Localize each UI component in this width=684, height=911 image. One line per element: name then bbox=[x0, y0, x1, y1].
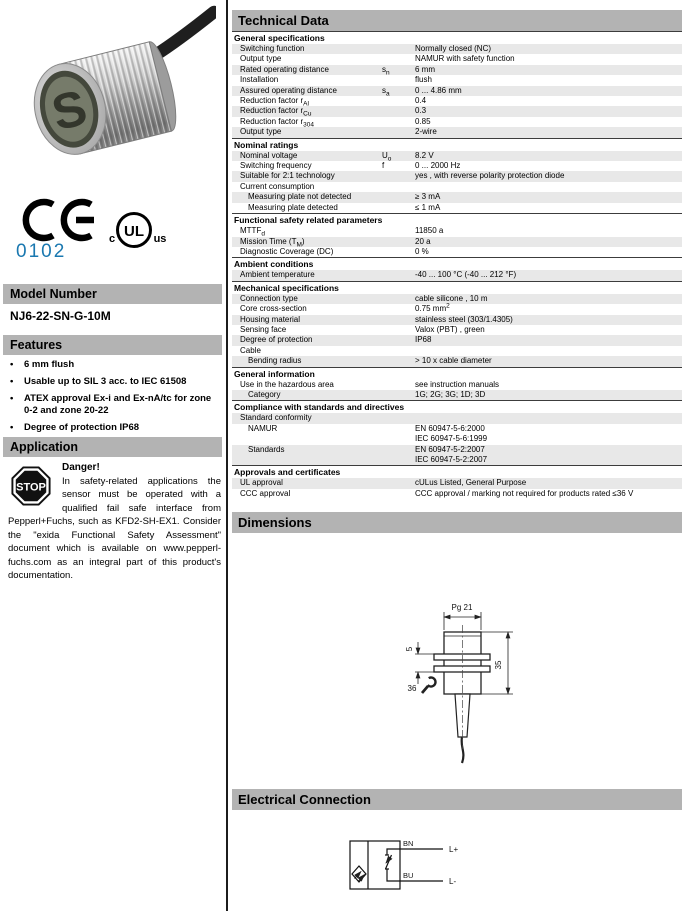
spec-label: Housing material bbox=[240, 314, 301, 324]
spec-label: CCC approval bbox=[240, 488, 291, 498]
spec-value: 20 a bbox=[415, 236, 431, 246]
spec-label: Rated operating distance bbox=[240, 64, 329, 74]
wire-label-bu: BU bbox=[403, 871, 414, 880]
spec-label: Nominal voltage bbox=[240, 150, 298, 160]
spec-label: Connection type bbox=[240, 293, 298, 303]
spec-row bbox=[232, 226, 682, 236]
spec-symbol bbox=[382, 44, 415, 54]
spec-value: cable silicone , 10 m bbox=[415, 293, 488, 303]
spec-row bbox=[232, 270, 682, 280]
spec-section-header: Approvals and certificates bbox=[232, 465, 682, 478]
spec-label: Installation bbox=[240, 75, 279, 85]
spec-row bbox=[232, 390, 682, 400]
spec-label: NAMUR bbox=[248, 423, 278, 433]
spec-row bbox=[232, 171, 682, 181]
features-list bbox=[10, 359, 220, 439]
spec-value: IP68 bbox=[415, 335, 432, 345]
spec-label: Bending radius bbox=[248, 356, 302, 366]
spec-symbol bbox=[382, 315, 415, 325]
feature-text: Degree of protection IP68 bbox=[24, 422, 140, 433]
spec-label: Output type bbox=[240, 127, 282, 137]
flange-dimension-label: 5 bbox=[405, 646, 414, 652]
spec-symbol bbox=[382, 270, 415, 280]
feature-item bbox=[10, 422, 220, 434]
feature-item bbox=[10, 393, 220, 417]
spec-symbol bbox=[382, 237, 415, 247]
spec-symbol bbox=[382, 380, 415, 390]
features-header: Features bbox=[3, 335, 222, 355]
thread-size-label: Pg 21 bbox=[451, 603, 473, 612]
spec-value: 0 ... 2000 Hz bbox=[415, 161, 461, 171]
namur-sensor-symbol bbox=[352, 866, 366, 882]
spec-label: Reduction factor $r_{Al}$ bbox=[240, 96, 309, 108]
spec-symbol bbox=[382, 182, 415, 192]
technical-data-table bbox=[232, 31, 682, 499]
spec-symbol bbox=[382, 75, 415, 85]
spec-symbol bbox=[382, 304, 415, 314]
sensor-product-photo bbox=[6, 4, 216, 196]
bullet-icon: • bbox=[10, 393, 14, 404]
spec-label: Degree of protection bbox=[240, 335, 313, 345]
spec-row bbox=[232, 86, 682, 96]
spec-row bbox=[232, 44, 682, 54]
spec-value: Normally closed (NC) bbox=[415, 44, 492, 53]
spec-row bbox=[232, 304, 682, 314]
spec-value: 0.85 bbox=[415, 116, 431, 126]
spec-section-header: Ambient conditions bbox=[232, 257, 682, 270]
spec-symbol bbox=[382, 171, 415, 181]
spec-value: cULus Listed, General Purpose bbox=[415, 478, 527, 488]
spec-symbol bbox=[382, 192, 415, 202]
wrench-icon bbox=[422, 676, 437, 693]
spec-value: EN 60947-5-6:2000 IEC 60947-5-6:1999 bbox=[415, 423, 488, 444]
spec-symbol bbox=[382, 356, 415, 366]
spec-value bbox=[415, 413, 682, 423]
spec-value: see instruction manuals bbox=[415, 379, 500, 389]
spec-value: EN 60947-5-2:2007 IEC 60947-5-2:2007 bbox=[415, 444, 488, 464]
spec-section-header: Functional safety related parameters bbox=[232, 213, 682, 226]
spec-label: Category bbox=[248, 389, 281, 399]
sensing-face-letter: S bbox=[46, 78, 93, 142]
model-number-value: NJ6-22-SN-G-10M bbox=[10, 309, 111, 323]
spec-row bbox=[232, 294, 682, 304]
spec-value: NAMUR with safety function bbox=[415, 54, 515, 64]
spec-value: 0 ... 4.86 mm bbox=[415, 85, 462, 95]
spec-row bbox=[232, 380, 682, 390]
ul-letters: UL bbox=[124, 223, 144, 240]
spec-row bbox=[232, 346, 682, 356]
terminal-label-lminus: L- bbox=[449, 877, 457, 886]
spec-symbol bbox=[382, 203, 415, 213]
spec-symbol bbox=[382, 106, 415, 116]
spec-row bbox=[232, 106, 682, 119]
spec-value bbox=[415, 182, 682, 192]
spec-symbol bbox=[382, 489, 415, 499]
wrench-size-label: 36 bbox=[407, 684, 417, 693]
spec-symbol: $s_a$ bbox=[382, 85, 390, 98]
spec-symbol: $U_o$ bbox=[382, 150, 392, 163]
spec-value: yes , with reverse polarity protection diode bbox=[415, 171, 565, 181]
spec-value: ≥ 3 mA bbox=[415, 192, 441, 202]
certification-marks bbox=[10, 196, 172, 260]
feature-text: 6 mm flush bbox=[24, 359, 75, 370]
spec-label: Standards bbox=[248, 444, 285, 454]
spec-symbol bbox=[382, 117, 415, 127]
spec-row bbox=[232, 151, 682, 161]
spec-row bbox=[232, 424, 682, 445]
spec-value: > 10 x cable diameter bbox=[415, 356, 492, 366]
spec-label: Assured operating distance bbox=[240, 85, 337, 95]
spec-row bbox=[232, 325, 682, 335]
spec-row bbox=[232, 54, 682, 64]
spec-value: -40 ... 100 °C (-40 ... 212 °F) bbox=[415, 270, 517, 280]
bullet-icon: • bbox=[10, 359, 14, 370]
spec-section-header: General information bbox=[232, 367, 682, 380]
dimensions-header: Dimensions bbox=[232, 512, 682, 533]
spec-row bbox=[232, 489, 682, 499]
spec-label: Diagnostic Coverage (DC) bbox=[240, 246, 334, 256]
spec-label: UL approval bbox=[240, 478, 283, 488]
spec-symbol bbox=[382, 478, 415, 488]
danger-title: Danger! bbox=[62, 462, 100, 473]
spec-label: $MTTF_d$ bbox=[240, 226, 265, 238]
spec-symbol bbox=[382, 54, 415, 64]
feature-text: ATEX approval Ex-i and Ex-nA/tc for zone 0-2 and zone 20-22 bbox=[24, 393, 212, 416]
feature-item bbox=[10, 376, 220, 388]
spec-symbol bbox=[382, 96, 415, 106]
spec-symbol bbox=[382, 424, 415, 445]
spec-value: 11850 a bbox=[415, 226, 444, 236]
spec-row bbox=[232, 478, 682, 488]
spec-label: Mission Time $(T_M)$ bbox=[240, 236, 305, 249]
spec-label: Cable bbox=[240, 345, 261, 355]
spec-label: Use in the hazardous area bbox=[240, 379, 334, 389]
spec-label: Output type bbox=[240, 54, 282, 64]
spec-value: CCC approval / marking not required for products rated ≤36 V bbox=[415, 488, 634, 498]
spec-value: 0.75 $mm^2$ bbox=[415, 302, 450, 314]
electrical-connection-header: Electrical Connection bbox=[232, 789, 682, 810]
spec-row bbox=[232, 237, 682, 247]
circuit-diagram bbox=[345, 835, 480, 903]
spec-label: Current consumption bbox=[240, 181, 315, 191]
spec-symbol bbox=[382, 445, 415, 466]
spec-label: Reduction factor $r_{Cu}$ bbox=[240, 106, 312, 119]
ul-us-letters: us bbox=[153, 233, 167, 245]
ul-mark-icon bbox=[109, 214, 166, 247]
application-header: Application bbox=[3, 437, 222, 457]
spec-row bbox=[232, 65, 682, 75]
dimension-drawing bbox=[385, 597, 530, 775]
spec-label: Measuring plate detected bbox=[248, 202, 338, 212]
spec-symbol: $s_n$ bbox=[382, 64, 390, 77]
spec-symbol bbox=[382, 294, 415, 304]
height-dimension-label: 35 bbox=[494, 660, 503, 670]
spec-section-header: Nominal ratings bbox=[232, 138, 682, 151]
spec-section-header: General specifications bbox=[232, 31, 682, 44]
sensor-cable bbox=[154, 12, 214, 56]
spec-label: Suitable for 2:1 technology bbox=[240, 171, 335, 181]
spec-value: ≤ 1 mA bbox=[415, 202, 441, 212]
spec-label: Switching frequency bbox=[240, 161, 312, 171]
spec-value: 0.4 bbox=[415, 96, 427, 106]
spec-row bbox=[232, 445, 682, 466]
spec-row bbox=[232, 413, 682, 423]
spec-symbol bbox=[382, 247, 415, 257]
spec-symbol: f bbox=[382, 161, 385, 171]
bullet-icon: • bbox=[10, 376, 14, 387]
spec-value: 2-wire bbox=[415, 127, 437, 137]
spec-row bbox=[232, 127, 682, 137]
feature-item bbox=[10, 359, 220, 371]
spec-row bbox=[232, 203, 682, 213]
spec-symbol bbox=[382, 335, 415, 345]
danger-text: In safety-related applications the sensor must be operated with a qualified fail safe interface from Pepperl+Fuchs, such as KFD2-SH-EX1. Consider the "exida Functional Safety Assessment" document which is available on www.pepperl-fuchs.com as an integral part of this product's documentation. bbox=[8, 475, 221, 581]
spec-value: flush bbox=[415, 75, 432, 85]
spec-row bbox=[232, 356, 682, 366]
spec-label: Switching function bbox=[240, 44, 305, 53]
spec-label: Reduction factor $r_{304}$ bbox=[240, 116, 314, 129]
spec-row bbox=[232, 335, 682, 345]
spec-value: stainless steel (303/1.4305) bbox=[415, 314, 513, 324]
spec-value: Valox (PBT) , green bbox=[415, 324, 485, 334]
spec-symbol bbox=[382, 390, 415, 400]
stop-icon bbox=[8, 463, 54, 509]
spec-row bbox=[232, 161, 682, 171]
wire-label-bn: BN bbox=[403, 839, 414, 848]
bullet-icon: • bbox=[10, 422, 14, 433]
spec-row bbox=[232, 192, 682, 202]
ce-notified-body-number: 0102 bbox=[16, 241, 67, 260]
spec-label: Sensing face bbox=[240, 324, 287, 334]
spec-label: Ambient temperature bbox=[240, 270, 315, 280]
spec-symbol bbox=[382, 226, 415, 236]
ce-mark-icon bbox=[26, 202, 94, 238]
spec-row bbox=[232, 117, 682, 127]
spec-row bbox=[232, 96, 682, 106]
spec-row bbox=[232, 182, 682, 192]
spec-value: 8.2 V bbox=[415, 150, 434, 160]
spec-value: 6 mm bbox=[415, 64, 435, 74]
spec-label: Core cross-section bbox=[240, 304, 307, 314]
technical-data-header: Technical Data bbox=[232, 10, 682, 31]
spec-label: Standard conformity bbox=[240, 413, 312, 423]
spec-value: 0 % bbox=[415, 246, 429, 256]
stop-icon-label: STOP bbox=[16, 481, 46, 494]
spec-row bbox=[232, 315, 682, 325]
danger-note bbox=[8, 461, 221, 583]
spec-symbol bbox=[382, 325, 415, 335]
spec-value: 1G; 2G; 3G; 1D; 3D bbox=[415, 389, 486, 399]
spec-symbol bbox=[382, 346, 415, 356]
model-number-header: Model Number bbox=[3, 284, 222, 304]
spec-row bbox=[232, 247, 682, 257]
feature-text: Usable up to SIL 3 acc. to IEC 61508 bbox=[24, 376, 187, 387]
terminal-label-lplus: L+ bbox=[449, 845, 459, 854]
spec-value bbox=[415, 346, 682, 356]
spec-label: Measuring plate not detected bbox=[248, 192, 352, 202]
spec-symbol bbox=[382, 413, 415, 423]
spec-row bbox=[232, 75, 682, 85]
spec-section-header: Compliance with standards and directives bbox=[232, 400, 682, 413]
switch-symbol bbox=[385, 849, 400, 881]
ul-canada-letter: c bbox=[108, 233, 116, 245]
spec-section-header: Mechanical specifications bbox=[232, 281, 682, 294]
spec-symbol bbox=[382, 127, 415, 137]
column-divider bbox=[226, 0, 228, 911]
spec-value: 0.3 bbox=[415, 106, 427, 116]
